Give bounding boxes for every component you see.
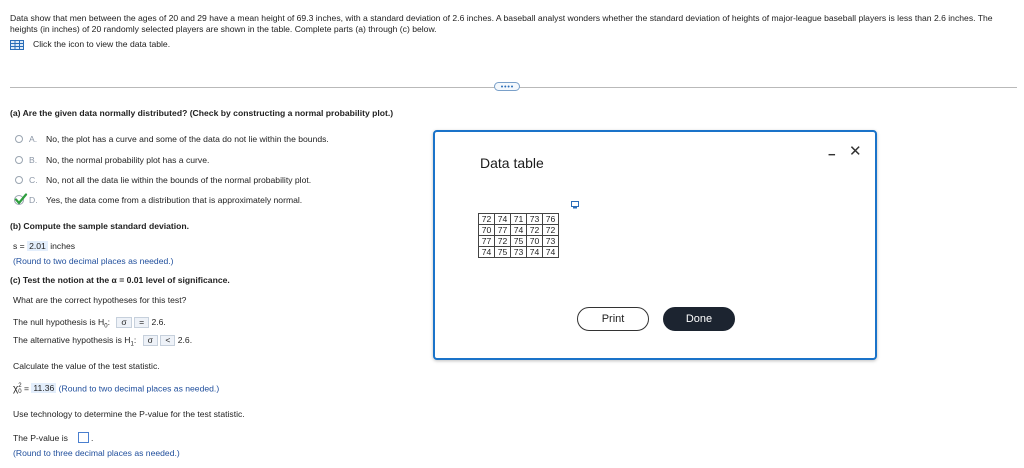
part-c-question: (c) Test the notion at the α = 0.01 level of significance. (10, 275, 230, 285)
null-label: The null hypothesis is H (13, 317, 105, 327)
hypotheses-question: What are the correct hypotheses for this test? (13, 295, 187, 305)
option-d-text: Yes, the data come from a distribution that is approximately normal. (46, 195, 303, 205)
chi-hint: (Round to two decimal places as needed.) (58, 383, 220, 394)
drag-handle-icon[interactable] (494, 82, 520, 91)
alt-sub: 1 (130, 341, 134, 348)
null-sub: 0 (104, 323, 108, 330)
null-hypothesis-row: The null hypothesis is $H_0$: σ = 2.6. (13, 317, 166, 330)
null-param-select[interactable]: σ (116, 317, 131, 328)
table-icon[interactable] (10, 40, 24, 50)
copy-icon[interactable] (571, 201, 580, 209)
table-cell: 73 (543, 236, 559, 247)
data-table (478, 213, 559, 258)
table-cell: 73 (527, 214, 543, 225)
radio-a[interactable] (15, 135, 23, 143)
check-icon[interactable] (14, 193, 28, 206)
chi-value-field[interactable]: 11.36 (33, 383, 55, 394)
option-c-text: No, not all the data lie within the bounds of the normal probability plot. (46, 175, 312, 185)
table-cell: 71 (511, 214, 527, 225)
problem-statement: Data show that men between the ages of 20 and 29 have a mean height of 69.3 inches, with a standard deviation of 2.6 inches. A baseball analyst wonders whether the standard deviation of heights of major-league baseball players is less than 2.6 inches. The heights (in inches) of 20 randomly selected players are shown in the table. Complete parts (a) through (c) below. (10, 13, 993, 34)
table-cell: 77 (495, 225, 511, 236)
table-cell: 74 (511, 225, 527, 236)
chi-symbol: χ (13, 383, 19, 395)
data-table-link[interactable]: Click the icon to view the data table. (33, 39, 171, 49)
s-prefix: s = (13, 241, 25, 251)
option-c-letter: C. (29, 175, 38, 185)
alt-relation-select[interactable]: < (160, 335, 175, 346)
table-row (479, 236, 559, 247)
chi-sub: 0 (18, 389, 22, 395)
radio-b[interactable] (15, 156, 23, 164)
print-button[interactable]: Print (577, 307, 649, 331)
s-value-field[interactable]: 2.01 (29, 241, 46, 251)
pvalue-period: . (91, 433, 94, 443)
part-b-question: (b) Compute the sample standard deviation. (10, 221, 190, 231)
table-cell: 77 (479, 236, 495, 247)
table-cell: 76 (543, 214, 559, 225)
option-a-letter: A. (29, 134, 38, 144)
stat-question: Calculate the value of the test statistic. (13, 361, 160, 371)
pvalue-label: The P-value is (13, 433, 68, 443)
null-value: 2.6. (151, 317, 166, 327)
radio-c[interactable] (15, 176, 23, 184)
alt-param-select[interactable]: σ (143, 335, 158, 346)
s-hint: (Round to two decimal places as needed.) (13, 256, 174, 266)
pvalue-row (13, 433, 68, 443)
part-a-question (10, 108, 393, 118)
table-cell: 74 (527, 247, 543, 258)
table-cell: 70 (527, 236, 543, 247)
s-unit: inches (50, 241, 76, 251)
dialog-title: Data table (480, 155, 544, 171)
table-row (479, 225, 559, 236)
option-b-text: No, the normal probability plot has a curve. (46, 155, 210, 165)
pvalue-input[interactable] (78, 432, 89, 443)
table-cell: 70 (479, 225, 495, 236)
part-a-text: (a) Are the given data normally distributed? (Check by constructing a normal probability plot.) (10, 108, 394, 118)
table-cell: 72 (495, 236, 511, 247)
close-icon[interactable]: ✕ (849, 143, 862, 160)
table-cell: 74 (543, 247, 559, 258)
option-b-letter: B. (29, 155, 38, 165)
pvalue-hint: (Round to three decimal places as needed.) (13, 448, 180, 458)
table-cell: 72 (527, 225, 543, 236)
table-row (479, 214, 559, 225)
option-a-text: No, the plot has a curve and some of the data do not lie within the bounds. (46, 134, 329, 144)
alt-label: The alternative hypothesis is H (13, 335, 131, 345)
minimize-icon[interactable]: − (828, 147, 836, 162)
table-cell: 75 (511, 236, 527, 247)
option-d-letter: D. (29, 195, 38, 205)
table-cell: 74 (479, 247, 495, 258)
table-row (479, 247, 559, 258)
alt-hypothesis-row: The alternative hypothesis is $H_1$: σ < 2.6. (13, 335, 193, 348)
chi-sup: 2 (18, 383, 22, 389)
null-relation-select[interactable]: = (134, 317, 149, 328)
table-cell: 75 (495, 247, 511, 258)
s-answer-row (13, 241, 75, 251)
table-cell: 72 (543, 225, 559, 236)
table-cell: 72 (479, 214, 495, 225)
done-button[interactable]: Done (663, 307, 735, 331)
table-cell: 74 (495, 214, 511, 225)
alt-value: 2.6. (177, 335, 193, 345)
technology-text: Use technology to determine the P-value for the test statistic. (13, 409, 245, 419)
chi-square-row (13, 383, 219, 395)
table-cell: 73 (511, 247, 527, 258)
chi-eq: = (23, 383, 30, 394)
